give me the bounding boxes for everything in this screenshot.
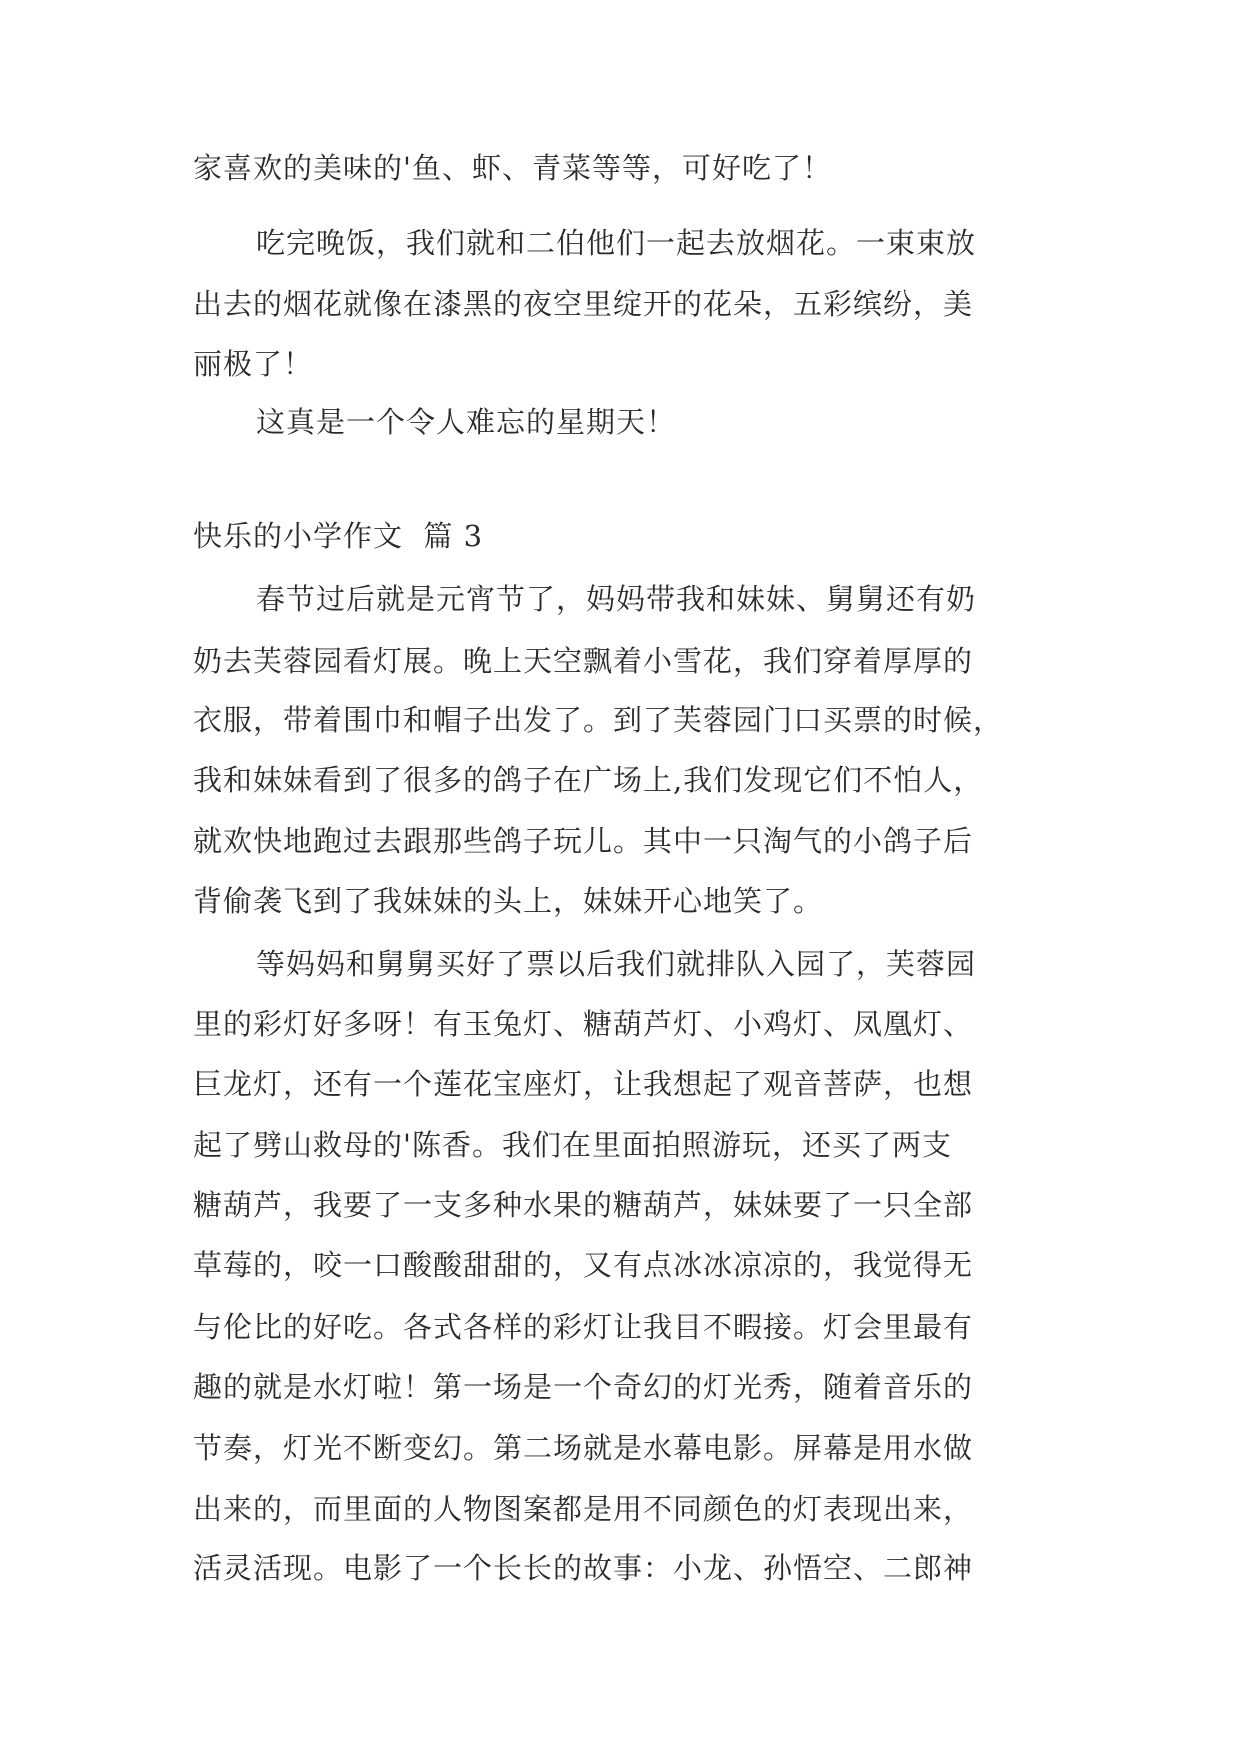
paragraph-line: 我和妹妹看到了很多的鸽子在广场上,我们发现它们不怕人， xyxy=(193,763,984,797)
paragraph-line: 出来的，而里面的人物图案都是用不同颜色的灯表现出来， xyxy=(193,1492,974,1526)
paragraph-line: 背偷袭飞到了我妹妹的头上，妹妹开心地笑了。 xyxy=(193,884,824,918)
paragraph-line: 起了劈山救母的'陈香。我们在里面拍照游玩，还买了两支 xyxy=(193,1128,952,1162)
paragraph-line: 丽极了！ xyxy=(193,347,314,381)
paragraph-line: 衣服，带着围巾和帽子出发了。到了芙蓉园门口买票的时候， xyxy=(193,703,1004,737)
paragraph-line: 就欢快地跑过去跟那些鸽子玩儿。其中一只淘气的小鸽子后 xyxy=(193,824,974,858)
paragraph-line: 趣的就是水灯啦！第一场是一个奇幻的灯光秀，随着音乐的 xyxy=(193,1370,974,1404)
paragraph-line: 出去的烟花就像在漆黑的夜空里绽开的花朵，五彩缤纷，美 xyxy=(193,287,974,321)
paragraph-line: 草莓的，咬一口酸酸甜甜的，又有点冰冰凉凉的，我觉得无 xyxy=(193,1248,974,1282)
paragraph-line: 等妈妈和舅舅买好了票以后我们就排队入园了，芙蓉园 xyxy=(256,947,977,981)
paragraph-line: 奶去芙蓉园看灯展。晚上天空飘着小雪花，我们穿着厚厚的 xyxy=(193,644,974,678)
paragraph-line: 节奏，灯光不断变幻。第二场就是水幕电影。屏幕是用水做 xyxy=(193,1431,974,1465)
section-heading: 快乐的小学作文 篇 3 xyxy=(193,519,484,553)
paragraph-line: 吃完晚饭，我们就和二伯他们一起去放烟花。一束束放 xyxy=(256,226,977,260)
paragraph-line: 活灵活现。电影了一个长长的故事：小龙、孙悟空、二郎神 xyxy=(193,1551,974,1585)
paragraph-line: 这真是一个令人难忘的星期天！ xyxy=(256,405,677,439)
paragraph-line: 春节过后就是元宵节了，妈妈带我和妹妹、舅舅还有奶 xyxy=(256,582,977,616)
paragraph-line: 与伦比的好吃。各式各样的彩灯让我目不暇接。灯会里最有 xyxy=(193,1310,974,1344)
paragraph-line: 巨龙灯，还有一个莲花宝座灯，让我想起了观音菩萨，也想 xyxy=(193,1067,974,1101)
paragraph-line: 家喜欢的美味的'鱼、虾、青菜等等，可好吃了！ xyxy=(193,151,832,185)
paragraph-line: 里的彩灯好多呀！有玉兔灯、糖葫芦灯、小鸡灯、凤凰灯、 xyxy=(193,1007,974,1041)
paragraph-line: 糖葫芦，我要了一支多种水果的糖葫芦，妹妹要了一只全部 xyxy=(193,1188,974,1222)
